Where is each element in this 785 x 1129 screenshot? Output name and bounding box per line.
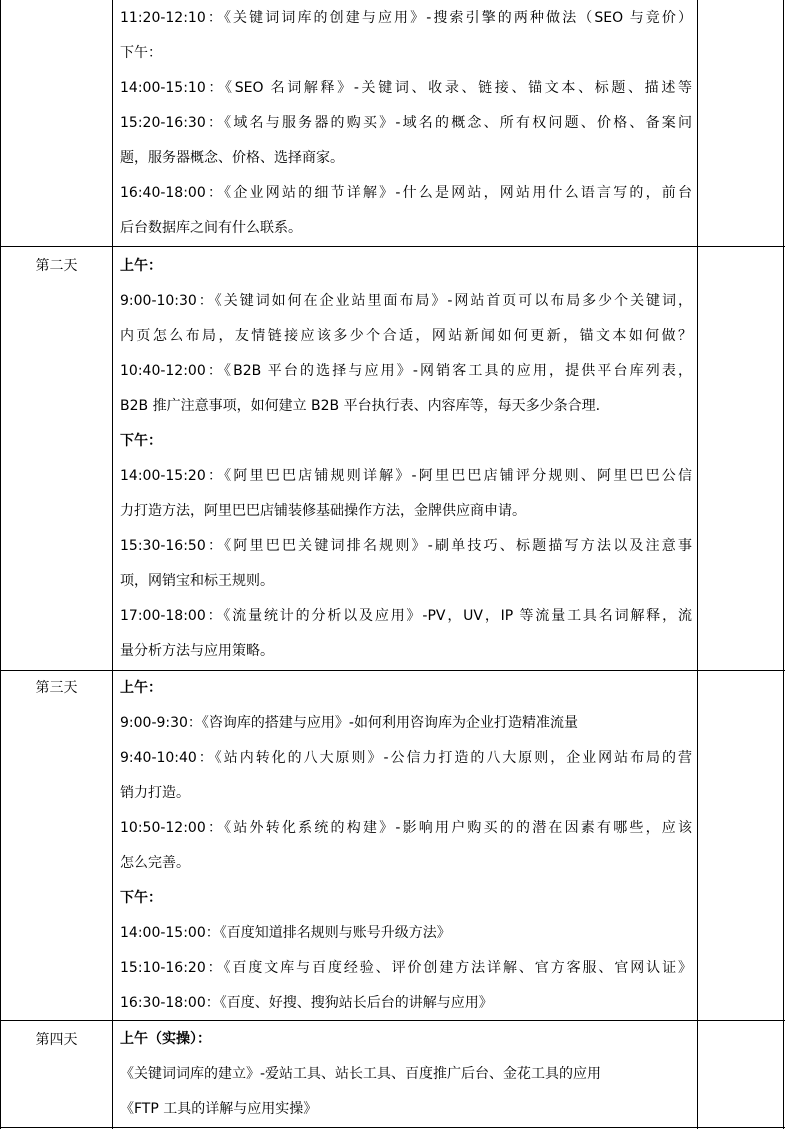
table-border-bottom [0,1127,785,1128]
day-label-day2: 第二天 [35,258,78,274]
table-divider-notes [697,0,698,1129]
session-line: 下午： [120,45,162,61]
session-line: 9:00-9:30：《咨询库的搭建与应用》-如何利用咨询库为企业打造精准流量 [120,715,578,731]
row-content-continued [120,1,692,246]
session-line: 9:40-10:40：《站内转化的八大原则》-公信力打造的八大原则，企业网站布局的营 [120,750,692,766]
session-heading: 下午： [120,890,162,906]
row-content-day4 [120,1022,692,1127]
session-line: 11:20-12:10：《关键词词库的创建与应用》-搜索引擎的两种做法（SEO 与竞价） [120,10,692,26]
session-line: 14:00-15:10：《SEO 名词解释》-关键词、收录、链接、锚文本、标题、描述等 [120,80,692,96]
session-line: 9:00-10:30：《关键词如何在企业站里面布局》-网站首页可以布局多少个关键词， [120,293,692,309]
row-content-day2 [120,249,692,669]
session-line: 17:00-18:00：《流量统计的分析以及应用》-PV，UV，IP 等流量工具名词解释，流 [120,608,692,624]
session-line: 怎么完善。 [120,855,190,871]
table-border-left [0,0,1,1129]
session-line: 内页怎么布局，友情链接应该多少个合适，网站新闻如何更新，锚文本如何做？ [120,328,692,344]
session-line: 16:40-18:00：《企业网站的细节详解》-什么是网站，网站用什么语言写的，前台 [120,185,692,201]
session-line: 16:30-18:00：《百度、好搜、搜狗站长后台的讲解与应用》 [120,995,493,1011]
session-heading: 下午： [120,433,162,449]
session-line: 《FTP 工具的详解与应用实操》 [120,1101,318,1117]
session-heading: 上午： [120,680,162,696]
session-line: 题，服务器概念、价格、选择商家。 [120,150,344,166]
session-line: 14:00-15:20：《阿里巴巴店铺规则详解》-阿里巴巴店铺评分规则、阿里巴巴公信 [120,468,692,484]
session-line: 15:10-16:20：《百度文库与百度经验、评价创建方法详解、官方客服、官网认证》 [120,960,692,976]
session-line: B2B 推广注意事项，如何建立 B2B 平台执行表、内容库等，每天多少条合理. [120,398,601,414]
table-border-right [783,0,784,1129]
session-line: 10:40-12:00：《B2B 平台的选择与应用》-网销客工具的应用，提供平台库列表， [120,363,692,379]
session-line: 《关键词词库的建立》-爱站工具、站长工具、百度推广后台、金花工具的应用 [120,1066,602,1082]
session-line: 项，网销宝和标王规则。 [120,573,274,589]
session-heading: 上午（实操）： [120,1031,211,1047]
table-divider-day [112,0,113,1129]
day-label-day4: 第四天 [35,1032,78,1048]
session-line: 15:30-16:50：《阿里巴巴关键词排名规则》-刷单技巧、标题描写方法以及注意事 [120,538,692,554]
session-line: 量分析方法与应用策略。 [120,643,274,659]
day-label-day3: 第三天 [35,680,78,696]
session-line: 后台数据库之间有什么联系。 [120,220,302,236]
row-separator [0,246,785,247]
session-line: 14:00-15:00：《百度知道排名规则与账号升级方法》 [120,925,451,941]
session-heading: 上午： [120,258,162,274]
session-line: 销力打造。 [120,785,190,801]
row-content-day3 [120,671,692,1021]
session-line: 10:50-12:00：《站外转化系统的构建》-影响用户购买的的潜在因素有哪些，应该 [120,820,692,836]
session-line: 15:20-16:30：《域名与服务器的购买》-域名的概念、所有权问题、价格、备案问 [120,115,692,131]
session-line: 力打造方法，阿里巴巴店铺装修基础操作方法，金牌供应商申请。 [120,503,526,519]
